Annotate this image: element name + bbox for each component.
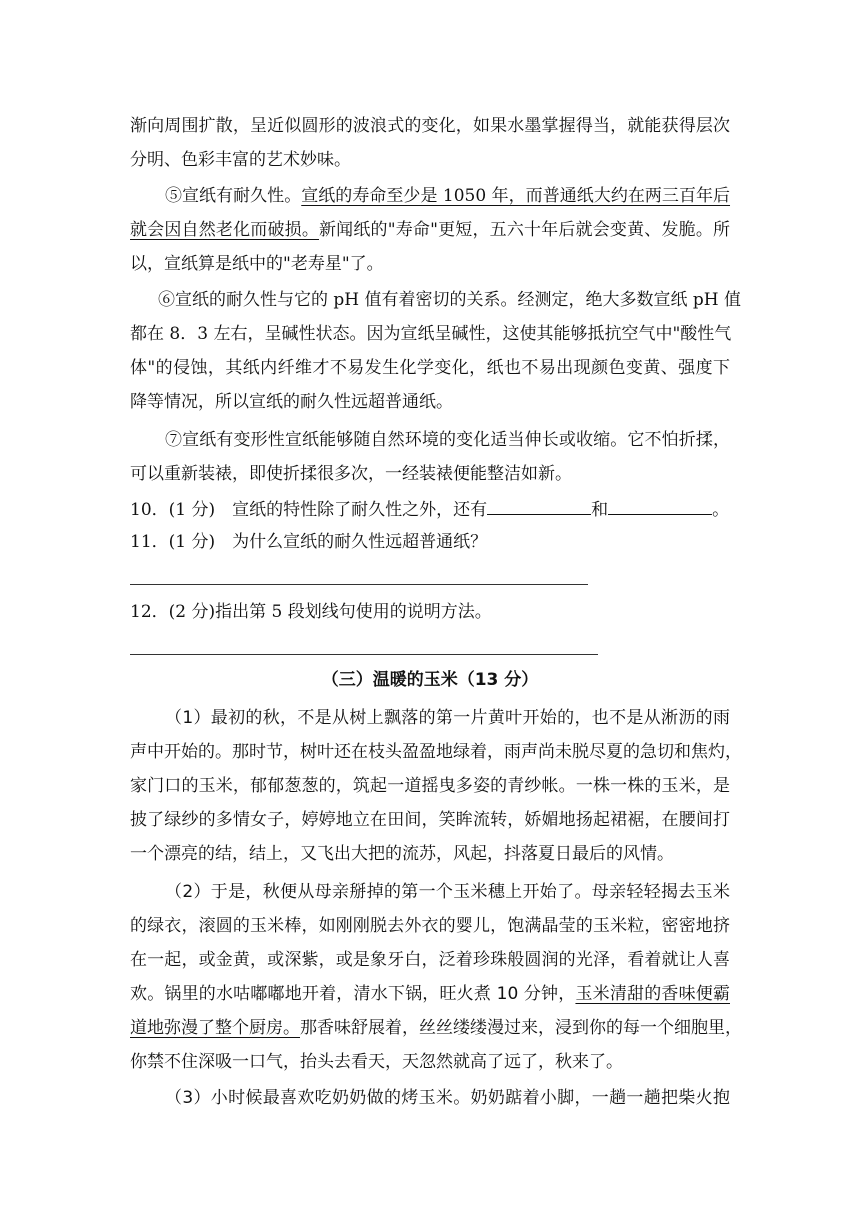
essay-p2-line-1: （2）于是，秋便从母亲掰掉的第一个玉米穗上开始了。母亲轻轻揭去玉米 bbox=[165, 882, 730, 902]
essay-p1-line-5: 一个漂亮的结，结上，又飞出大把的流苏，风起，抖落夏日最后的风情。 bbox=[130, 844, 674, 864]
question-10-and: 和 bbox=[591, 500, 609, 520]
underlined-sentence-part-2: 就会因自然老化而破损。 bbox=[130, 220, 319, 240]
essay-underlined-part-2: 道地弥漫了整个厨房。 bbox=[130, 1018, 300, 1038]
essay-p3-line-1: （3）小时候最喜欢吃奶奶做的烤玉米。奶奶踮着小脚，一趟一趟把柴火抱 bbox=[165, 1088, 730, 1108]
essay-p1-line-2: 声中开始的。那时节，树叶还在枝头盈盈地绿着，雨声尚未脱尽夏的急切和焦灼， bbox=[130, 742, 742, 762]
question-12: 12．(2 分)指出第 5 段划线句使用的说明方法。 bbox=[130, 602, 492, 622]
essay-p2-line-5-rest: 那香味舒展着，丝丝缕缕漫过来，浸到你的每一个细胞里， bbox=[300, 1018, 742, 1038]
paragraph-7-line-2: 可以重新装裱，即使折揉很多次，一经装裱便能整洁如新。 bbox=[130, 464, 572, 484]
answer-blank-2[interactable] bbox=[608, 496, 712, 515]
essay-p2-line-6: 你禁不住深吸一口气，抬头去看天，天忽然就高了远了，秋来了。 bbox=[130, 1052, 623, 1072]
section-title: （三）温暖的玉米（13 分） bbox=[321, 670, 539, 690]
essay-p2-line-2: 的绿衣，滚圆的玉米棒，如刚刚脱去外衣的婴儿，饱满晶莹的玉米粒，密密地挤 bbox=[130, 916, 730, 936]
question-10-text: 10．(1 分) 宣纸的特性除了耐久性之外，还有 bbox=[130, 500, 488, 520]
paragraph-6-line-2: 都在 8．3 左右，呈碱性状态。因为宣纸呈碱性，这使其能够抵抗空气中"酸性气 bbox=[130, 324, 732, 344]
paragraph-4-line-2: 分明、色彩丰富的艺术妙味。 bbox=[130, 150, 351, 170]
paragraph-4-line-1: 渐向周围扩散，呈近似圆形的波浪式的变化，如果水墨掌握得当，就能获得层次 bbox=[130, 116, 730, 136]
question-10-end: 。 bbox=[712, 500, 730, 520]
question-11: 11．(1 分) 为什么宣纸的耐久性远超普通纸？ bbox=[130, 532, 488, 552]
paragraph-7-line-1: ⑦宣纸有变形性宣纸能够随自然环境的变化适当伸长或收缩。它不怕折揉， bbox=[165, 430, 730, 450]
essay-p2-line-5 bbox=[130, 1016, 742, 1040]
paragraph-5-line-1 bbox=[165, 184, 730, 208]
answer-line-12[interactable] bbox=[130, 654, 598, 655]
underlined-sentence-part-1: 宣纸的寿命至少是 1050 年，而普通纸大约在两三百年后 bbox=[301, 186, 731, 206]
paragraph-5-line-2 bbox=[130, 218, 730, 242]
essay-p2-line-4 bbox=[130, 982, 730, 1006]
essay-p2-line-3: 在一起，或金黄，或深紫，或是象牙白，泛着珍珠般圆润的光泽，看着就让人喜 bbox=[130, 950, 730, 970]
paragraph-6-line-1: ⑥宣纸的耐久性与它的 pH 值有着密切的关系。经测定，绝大多数宣纸 pH 值 bbox=[158, 290, 742, 310]
essay-p1-line-4: 披了绿纱的多情女子，婷婷地立在田间，笑眸流转，娇媚地扬起裙裾，在腰间打 bbox=[130, 810, 730, 830]
paragraph-5-rest: 新闻纸的"寿命"更短，五六十年后就会变黄、发脆。所 bbox=[319, 220, 730, 240]
question-10 bbox=[130, 496, 730, 522]
paragraph-6-line-3: 体"的侵蚀，其纸内纤维才不易发生化学变化，纸也不易出现颜色变黄、强度下 bbox=[130, 358, 730, 378]
essay-p1-line-1: （1）最初的秋，不是从树上飘落的第一片黄叶开始的，也不是从淅沥的雨 bbox=[165, 708, 730, 728]
answer-blank-1[interactable] bbox=[487, 496, 591, 515]
paragraph-5-line-3: 以，宣纸算是纸中的"老寿星"了。 bbox=[130, 254, 384, 274]
paragraph-6-line-4: 降等情况，所以宣纸的耐久性远超普通纸。 bbox=[130, 392, 453, 412]
essay-underlined-part-1: 玉米清甜的香味便霸 bbox=[575, 984, 730, 1004]
answer-line-11[interactable] bbox=[130, 584, 588, 585]
essay-p2-line-4-text: 欢。锅里的水咕嘟嘟地开着，清水下锅，旺火煮 10 分钟， bbox=[130, 984, 576, 1004]
essay-p1-line-3: 家门口的玉米，郁郁葱葱的，筑起一道摇曳多姿的青纱帐。一株一株的玉米，是 bbox=[130, 776, 730, 796]
paragraph-5-lead: ⑤宣纸有耐久性。 bbox=[165, 186, 302, 206]
